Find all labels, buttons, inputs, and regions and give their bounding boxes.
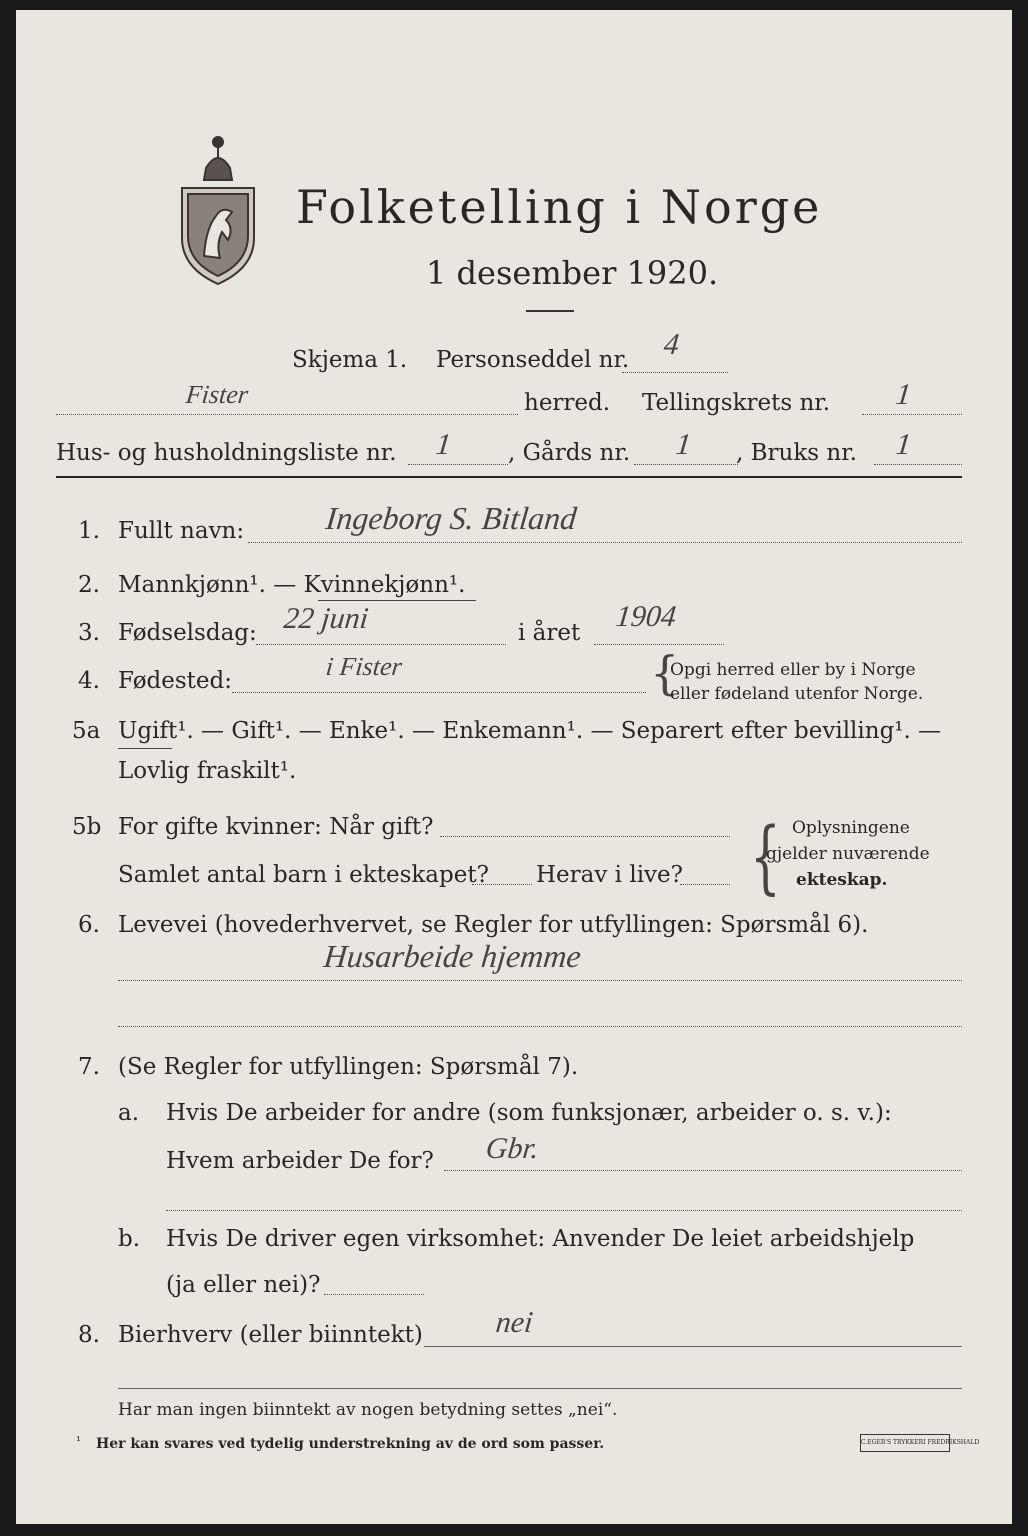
q5a-number: 5a — [72, 718, 101, 744]
marriage-note-2: gjelder nuværende — [766, 844, 930, 864]
marital-status-options-2: Lovlig fraskilt¹. — [118, 758, 297, 784]
personseddel-line[interactable] — [622, 372, 728, 373]
husliste-label: Hus- og husholdningsliste nr. — [56, 440, 397, 466]
q1-number: 1. — [78, 518, 100, 544]
employer-line-2[interactable] — [166, 1210, 962, 1211]
children-line[interactable] — [472, 884, 532, 885]
q7b-label: Hvis De driver egen virksomhet: Anvender De leiet arbeidshjelp — [166, 1226, 915, 1252]
occupation-value: Husarbeide hjemme — [322, 938, 583, 974]
tellingskrets-value: 1 — [894, 378, 913, 411]
q7-label: (Se Regler for utfyllingen: Spørsmål 7). — [118, 1054, 579, 1080]
alive-label: Herav i live? — [536, 862, 683, 888]
q6-number: 6. — [78, 912, 100, 938]
hired-help-line[interactable] — [324, 1294, 424, 1295]
q6-label: Levevei (hovederhvervet, se Regler for utfyllingen: Spørsmål 6). — [118, 912, 869, 938]
occupation-line-1[interactable] — [118, 980, 962, 981]
q8-number: 8. — [78, 1322, 100, 1348]
form-title: Folketelling i Norge — [296, 180, 823, 234]
marital-status-options: Ugift¹. — Gift¹. — Enke¹. — Enkemann¹. — Separert efter bevilling¹. — — [118, 718, 942, 744]
q7a-label: Hvis De arbeider for andre (som funksjonær, arbeider o. s. v.): — [166, 1100, 892, 1126]
alive-line[interactable] — [680, 884, 730, 885]
gards-label: , Gårds nr. — [508, 440, 631, 466]
q2-label: Mannkjønn¹. — Kvinnekjønn¹. — [118, 572, 466, 598]
birthplace-note-2: eller fødeland utenfor Norge. — [670, 684, 924, 704]
full-name-value: Ingeborg S. Bitland — [324, 500, 579, 536]
hired-help-label: (ja eller nei)? — [166, 1272, 321, 1298]
q7a-letter: a. — [118, 1100, 140, 1126]
birthplace-line[interactable] — [232, 692, 646, 693]
birthday-line[interactable] — [256, 644, 506, 645]
q5b-number: 5b — [72, 814, 102, 840]
employer-value: Gbr. — [484, 1132, 541, 1165]
q3-number: 3. — [78, 620, 100, 646]
bruks-label: , Bruks nr. — [736, 440, 857, 466]
census-form — [16, 10, 1012, 1524]
birthplace-value: i Fister — [324, 652, 404, 681]
husliste-value: 1 — [434, 428, 453, 461]
q4-label: Fødested: — [118, 668, 233, 694]
printer-stamp: C.EGER'S TRYKKERI FREDRIKSHALD — [860, 1434, 950, 1452]
occupation-line-2[interactable] — [118, 1026, 962, 1027]
bruks-line[interactable] — [874, 464, 962, 465]
q3-label: Fødselsdag: — [118, 620, 257, 646]
ugift-underline — [118, 748, 172, 749]
side-income-line[interactable] — [424, 1346, 962, 1347]
q8-label: Bierhverv (eller biinntekt) — [118, 1322, 423, 1348]
bruks-value: 1 — [894, 428, 913, 461]
gards-line[interactable] — [634, 464, 738, 465]
footnote: Her kan svares ved tydelig understrekning av de ord som passer. — [96, 1436, 605, 1452]
personseddel-value: 4 — [662, 328, 681, 361]
marriage-note-3: ekteskap. — [796, 870, 888, 890]
header-rule — [56, 476, 962, 478]
tellingskrets-line[interactable] — [862, 414, 962, 415]
q2-number: 2. — [78, 572, 100, 598]
herred-label: herred. — [524, 390, 611, 416]
year-label: i året — [518, 620, 581, 646]
marriage-note-1: Oplysningene — [792, 818, 910, 838]
q1-label: Fullt navn: — [118, 518, 245, 544]
employer-line[interactable] — [444, 1170, 962, 1171]
employer-label: Hvem arbeider De for? — [166, 1148, 434, 1174]
married-when-label: For gifte kvinner: Når gift? — [118, 814, 434, 840]
herred-line[interactable] — [56, 414, 518, 415]
side-income-value: nei — [494, 1306, 535, 1339]
title-rule — [526, 310, 574, 312]
footnote-mark: ¹ — [76, 1434, 81, 1448]
year-value: 1904 — [614, 600, 678, 633]
skjema-label: Skjema 1. — [292, 347, 408, 373]
kvinnekjonn-underline — [318, 600, 476, 601]
herred-value: Fister — [184, 380, 250, 409]
birthplace-note-1: Opgi herred eller by i Norge — [670, 660, 916, 680]
children-label: Samlet antal barn i ekteskapet? — [118, 862, 489, 888]
tellingskrets-label: Tellingskrets nr. — [642, 390, 831, 416]
side-income-line-2[interactable] — [118, 1388, 962, 1389]
coat-of-arms-icon — [176, 128, 260, 288]
husliste-line[interactable] — [408, 464, 508, 465]
footer-note: Har man ingen biinntekt av nogen betydning settes „nei“. — [118, 1400, 618, 1420]
year-line[interactable] — [594, 644, 724, 645]
q7b-letter: b. — [118, 1226, 141, 1252]
census-date: 1 desember 1920. — [426, 254, 719, 292]
q7-number: 7. — [78, 1054, 100, 1080]
gards-value: 1 — [674, 428, 693, 461]
marriage-brace: { — [750, 810, 781, 903]
birthday-value: 22 juni — [282, 602, 370, 635]
full-name-line[interactable] — [248, 542, 962, 543]
q4-number: 4. — [78, 668, 100, 694]
married-when-line[interactable] — [440, 836, 730, 837]
personseddel-label: Personseddel nr. — [436, 347, 630, 373]
birthplace-brace: { — [650, 646, 680, 700]
